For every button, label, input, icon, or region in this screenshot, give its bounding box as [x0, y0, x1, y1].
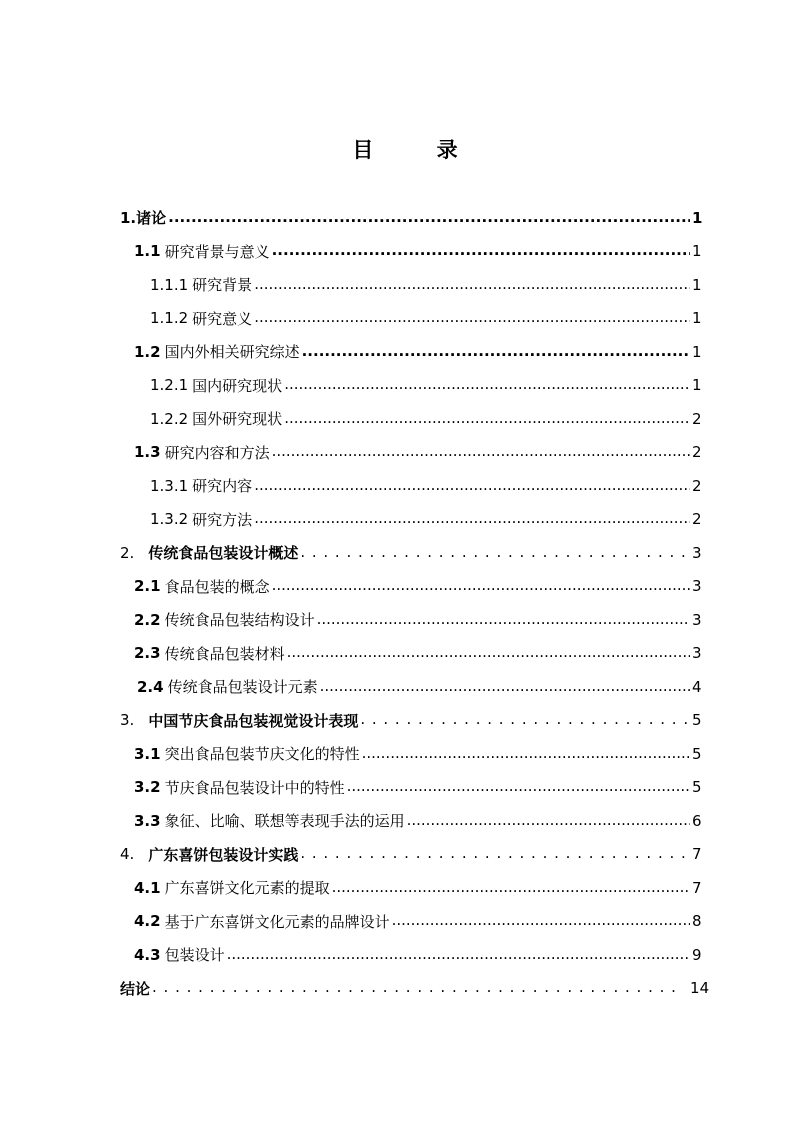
toc-entry-number: 1.3.1 [150, 476, 189, 495]
toc-entry-3-3[interactable] [120, 804, 700, 838]
toc-entry-number: 3.3 [134, 811, 161, 830]
toc-entry-label: 传统食品包装材料 [164, 644, 285, 663]
toc-entry-page: 3 [692, 644, 702, 663]
toc-entry-number: 3.2 [134, 778, 161, 797]
dot-leader [392, 911, 690, 929]
toc-entry-page: 5 [692, 778, 702, 797]
toc-entry-label: 基于广东喜饼文化元素的品牌设计 [164, 912, 390, 931]
toc-entry-4-2[interactable] [120, 905, 700, 939]
toc-entry-number: 2.4 [137, 677, 164, 696]
toc-entry-label: 结论 [120, 979, 151, 998]
toc-entry-number: 1.2 [134, 342, 161, 361]
toc-entry-number: 2. [120, 543, 135, 562]
toc-entry-number: 1.1.2 [150, 309, 189, 328]
toc-entry-number: 2.3 [134, 644, 161, 663]
toc-entry-number: 4.2 [134, 912, 161, 931]
toc-entry-label: 中国节庆食品包装视觉设计表现 [148, 711, 359, 730]
toc-entry-3-1[interactable] [120, 737, 700, 771]
toc-entry-label: 突出食品包装节庆文化的特性 [164, 745, 360, 764]
toc-entry-page: 1 [692, 342, 702, 361]
toc-entry-4-3[interactable] [120, 938, 700, 972]
dot-leader [254, 509, 690, 527]
toc-entry-label: 广东喜饼文化元素的提取 [164, 879, 330, 898]
dot-leader [332, 878, 690, 896]
toc-entry-label: 食品包装的概念 [164, 577, 270, 596]
toc-entry-number: 2.1 [134, 577, 161, 596]
dot-leader [360, 710, 690, 728]
dot-leader [284, 375, 690, 393]
toc-entry-1-1[interactable] [120, 235, 700, 269]
toc-entry-4-1[interactable] [120, 871, 700, 905]
toc-entry-1-3-1[interactable] [120, 469, 700, 503]
toc-entry-1-3-2[interactable] [120, 503, 700, 537]
toc-entry-page: 8 [692, 912, 702, 931]
toc-entry-label: 广东喜饼包装设计实践 [148, 845, 299, 864]
toc-title: 目 录 [352, 138, 486, 162]
dot-leader [320, 677, 690, 695]
toc-entry-number: 1.3 [134, 443, 161, 462]
dot-leader [254, 476, 690, 494]
toc-entry-3[interactable] [120, 704, 700, 738]
dot-leader [300, 543, 690, 561]
dot-leader [254, 308, 690, 326]
toc-entry-1[interactable] [120, 201, 703, 235]
dot-leader [302, 342, 690, 360]
toc-entry-1-3[interactable] [120, 436, 700, 470]
dot-leader [168, 208, 690, 226]
toc-entry-page: 2 [692, 510, 702, 529]
toc-entry-2-2[interactable] [120, 603, 700, 637]
toc-entry-label: 象征、比喻、联想等表现手法的运用 [164, 812, 405, 831]
toc-entry-label: 传统食品包装设计概述 [148, 544, 299, 563]
dot-leader [254, 275, 690, 293]
toc-entry-page: 14 [690, 979, 710, 998]
toc-entry-page: 1 [692, 376, 702, 395]
toc-entry-label: 传统食品包装设计元素 [167, 678, 318, 697]
toc-entry-1-2-1[interactable] [120, 369, 700, 403]
dot-leader [407, 811, 690, 829]
dot-leader [152, 978, 678, 996]
dot-leader [287, 643, 690, 661]
toc-entry-label: 研究背景与意义 [164, 242, 270, 261]
toc-entry-1-2-2[interactable] [120, 402, 700, 436]
toc-entry-label: 研究背景 [192, 276, 253, 295]
toc-entry-label: 节庆食品包装设计中的特性 [164, 778, 345, 797]
dot-leader [272, 442, 690, 460]
toc-entry-number: 1.1 [134, 242, 161, 261]
toc-entry-page: 3 [692, 543, 702, 562]
toc-entry-page: 1 [692, 242, 702, 261]
toc-entry-number: 2.2 [134, 610, 161, 629]
dot-leader [300, 844, 690, 862]
toc-entry-number: 3.1 [134, 744, 161, 763]
toc-entry-number: 4.3 [134, 945, 161, 964]
toc-entry-number: 1.1.1 [150, 275, 189, 294]
toc-entry-page: 3 [692, 577, 702, 596]
toc-entry-2-3[interactable] [120, 637, 700, 671]
toc-entry-page: 7 [692, 878, 702, 897]
toc-entry-number: 4. [120, 845, 135, 864]
table-of-contents [120, 201, 710, 1005]
toc-entry-conclusion[interactable] [120, 972, 710, 1006]
toc-entry-label: 研究意义 [192, 309, 253, 328]
toc-entry-1-1-2[interactable] [120, 302, 700, 336]
toc-entry-page: 2 [692, 476, 702, 495]
toc-entry-label: 诸论 [136, 209, 167, 228]
toc-entry-label: 研究内容和方法 [164, 443, 270, 462]
toc-entry-page: 3 [692, 610, 702, 629]
toc-entry-page: 5 [692, 711, 702, 730]
dot-leader [272, 576, 690, 594]
toc-entry-3-2[interactable] [120, 771, 700, 805]
toc-entry-number: 4.1 [134, 878, 161, 897]
toc-entry-label: 研究内容 [192, 477, 253, 496]
toc-entry-number: 1.2.2 [150, 409, 189, 428]
toc-entry-page: 7 [692, 845, 702, 864]
dot-leader [347, 777, 690, 795]
toc-entry-number: 1.2.1 [150, 376, 189, 395]
toc-entry-number: 1.3.2 [150, 510, 189, 529]
toc-entry-2-1[interactable] [120, 570, 700, 604]
toc-entry-page: 6 [692, 811, 702, 830]
toc-entry-1-1-1[interactable] [120, 268, 700, 302]
toc-entry-1-2[interactable] [120, 335, 700, 369]
toc-entry-label: 国内研究现状 [192, 376, 283, 395]
toc-entry-page: 2 [692, 443, 702, 462]
toc-entry-page: 2 [692, 409, 702, 428]
dot-leader [272, 241, 690, 259]
toc-entry-4[interactable] [120, 838, 700, 872]
toc-entry-label: 包装设计 [164, 946, 225, 965]
toc-entry-2[interactable] [120, 536, 700, 570]
toc-entry-page: 1 [692, 208, 703, 227]
dot-leader [317, 610, 690, 628]
toc-entry-number: 3. [120, 711, 135, 730]
toc-entry-number: 1. [120, 208, 137, 227]
toc-entry-label: 国外研究现状 [192, 410, 283, 429]
toc-entry-page: 4 [692, 677, 702, 696]
toc-entry-page: 1 [692, 309, 702, 328]
dot-leader [227, 945, 690, 963]
toc-entry-page: 1 [692, 275, 702, 294]
dot-leader [362, 744, 690, 762]
toc-entry-2-4[interactable] [120, 670, 700, 704]
toc-entry-page: 9 [692, 945, 702, 964]
toc-entry-label: 研究方法 [192, 510, 253, 529]
dot-leader [284, 409, 690, 427]
toc-entry-label: 传统食品包装结构设计 [164, 611, 315, 630]
toc-entry-label: 国内外相关研究综述 [164, 343, 300, 362]
toc-entry-page: 5 [692, 744, 702, 763]
